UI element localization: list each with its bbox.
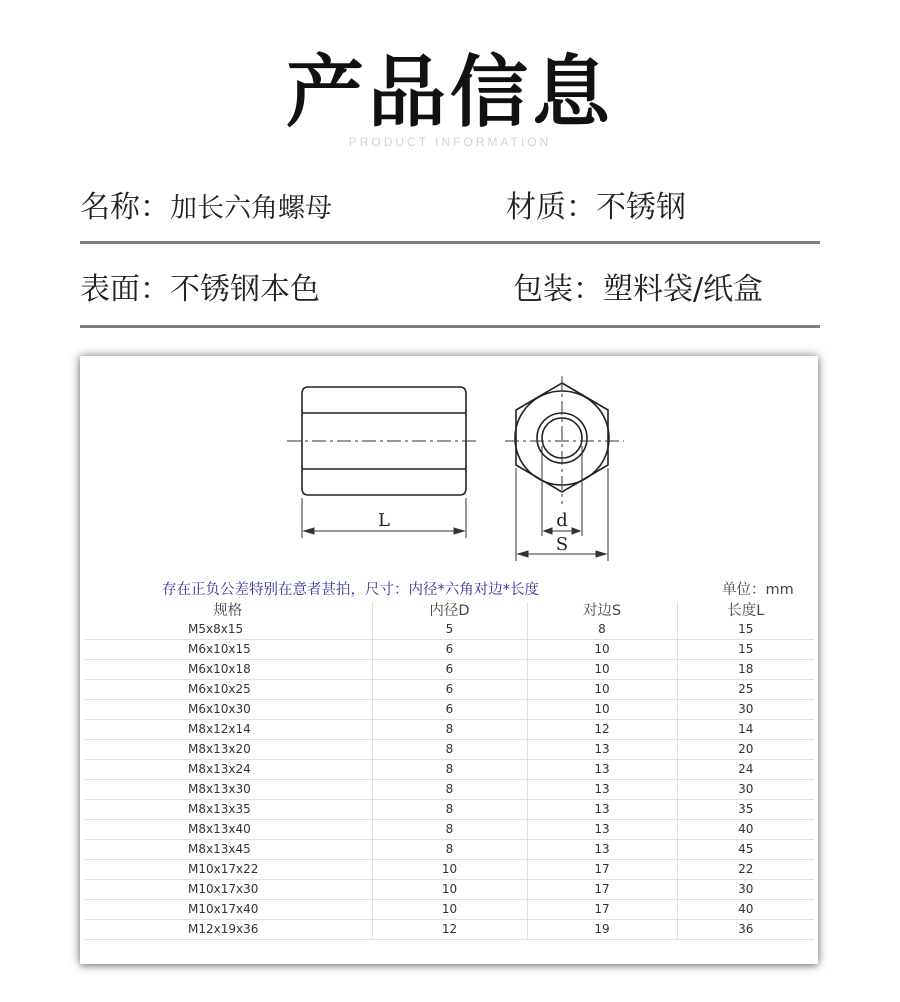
divider xyxy=(80,325,820,328)
cell-spec: M6x10x25 xyxy=(84,680,372,700)
cell-inner-diameter: 8 xyxy=(372,720,527,740)
cell-inner-diameter: 10 xyxy=(372,900,527,920)
material-value: 不锈钢 xyxy=(596,190,686,225)
package-value: 塑料袋/纸盒 xyxy=(603,272,764,307)
cell-spec: M8x13x40 xyxy=(84,820,372,840)
table-row xyxy=(84,700,814,720)
cell-across-flats: 13 xyxy=(527,800,677,820)
table-header-row xyxy=(84,602,814,620)
cell-spec: M10x17x40 xyxy=(84,900,372,920)
cell-inner-diameter: 10 xyxy=(372,860,527,880)
surface-label: 表面： xyxy=(80,272,170,307)
table-row xyxy=(84,780,814,800)
nut-technical-drawing xyxy=(80,356,818,581)
cell-length: 30 xyxy=(677,780,814,800)
page-subtitle: PRODUCT INFORMATION xyxy=(348,135,552,149)
cell-across-flats: 13 xyxy=(527,780,677,800)
name-value: 加长六角螺母 xyxy=(170,193,332,224)
cell-length: 22 xyxy=(677,860,814,880)
cell-spec: M8x13x35 xyxy=(84,800,372,820)
cell-inner-diameter: 10 xyxy=(372,880,527,900)
table-row xyxy=(84,860,814,880)
cell-length: 18 xyxy=(677,660,814,680)
cell-across-flats: 13 xyxy=(527,840,677,860)
cell-length: 40 xyxy=(677,900,814,920)
cell-inner-diameter: 8 xyxy=(372,800,527,820)
cell-inner-diameter: 6 xyxy=(372,640,527,660)
info-row-surface-package xyxy=(80,270,820,310)
cell-length: 25 xyxy=(677,680,814,700)
cell-across-flats: 8 xyxy=(527,620,677,640)
surface-value: 不锈钢本色 xyxy=(170,272,320,307)
spec-panel xyxy=(80,356,818,964)
product-surface xyxy=(80,270,320,310)
cell-inner-diameter: 6 xyxy=(372,700,527,720)
cell-across-flats: 13 xyxy=(527,760,677,780)
name-label: 名称： xyxy=(80,190,170,225)
header-across-flats: 对边S xyxy=(527,602,677,620)
table-row xyxy=(84,920,814,940)
cell-inner-diameter: 8 xyxy=(372,820,527,840)
product-material xyxy=(506,188,686,228)
product-package xyxy=(513,270,763,310)
label-S: S xyxy=(555,534,569,555)
cell-across-flats: 12 xyxy=(527,720,677,740)
header-spec: 规格 xyxy=(213,603,243,619)
cell-spec: M8x13x30 xyxy=(84,780,372,800)
cell-across-flats: 10 xyxy=(527,640,677,660)
cell-across-flats: 10 xyxy=(527,680,677,700)
info-row-name-material xyxy=(80,188,820,228)
cell-length: 15 xyxy=(677,620,814,640)
cell-length: 15 xyxy=(677,640,814,660)
label-L: L xyxy=(378,510,390,531)
cell-length: 35 xyxy=(677,800,814,820)
header-inner-diameter: 内径D xyxy=(372,602,527,620)
cell-inner-diameter: 12 xyxy=(372,920,527,940)
divider xyxy=(80,241,820,244)
cell-inner-diameter: 6 xyxy=(372,680,527,700)
product-name xyxy=(80,188,332,229)
cell-inner-diameter: 8 xyxy=(372,760,527,780)
table-row xyxy=(84,900,814,920)
table-row xyxy=(84,820,814,840)
header-length: 长度L xyxy=(677,602,814,620)
table-row xyxy=(84,660,814,680)
tolerance-note: 存在正负公差特别在意者甚拍，尺寸：内径*六角对边*长度 xyxy=(162,582,539,598)
cell-inner-diameter: 8 xyxy=(372,740,527,760)
cell-across-flats: 19 xyxy=(527,920,677,940)
table-row xyxy=(84,620,814,640)
material-label: 材质： xyxy=(506,190,596,225)
cell-spec: M10x17x22 xyxy=(84,860,372,880)
page-title: 产品信息 xyxy=(285,48,614,138)
table-row xyxy=(84,800,814,820)
cell-spec: M6x10x18 xyxy=(84,660,372,680)
cell-length: 30 xyxy=(677,880,814,900)
cell-inner-diameter: 8 xyxy=(372,780,527,800)
cell-spec: M6x10x15 xyxy=(84,640,372,660)
spec-table-body xyxy=(84,620,814,940)
cell-spec: M8x13x45 xyxy=(84,840,372,860)
table-row xyxy=(84,640,814,660)
cell-across-flats: 17 xyxy=(527,880,677,900)
cell-length: 36 xyxy=(677,920,814,940)
table-row xyxy=(84,840,814,860)
cell-inner-diameter: 6 xyxy=(372,660,527,680)
cell-across-flats: 17 xyxy=(527,900,677,920)
cell-length: 14 xyxy=(677,720,814,740)
table-row xyxy=(84,740,814,760)
cell-across-flats: 10 xyxy=(527,660,677,680)
cell-length: 45 xyxy=(677,840,814,860)
cell-across-flats: 13 xyxy=(527,820,677,840)
unit-label: 单位：mm xyxy=(722,582,794,598)
cell-spec: M6x10x30 xyxy=(84,700,372,720)
cell-length: 24 xyxy=(677,760,814,780)
cell-length: 20 xyxy=(677,740,814,760)
cell-inner-diameter: 8 xyxy=(372,840,527,860)
table-row xyxy=(84,760,814,780)
cell-spec: M8x13x24 xyxy=(84,760,372,780)
cell-across-flats: 13 xyxy=(527,740,677,760)
table-row xyxy=(84,680,814,700)
cell-across-flats: 10 xyxy=(527,700,677,720)
cell-inner-diameter: 5 xyxy=(372,620,527,640)
table-row xyxy=(84,880,814,900)
spec-table xyxy=(84,602,814,940)
table-row xyxy=(84,720,814,740)
cell-across-flats: 17 xyxy=(527,860,677,880)
cell-spec: M5x8x15 xyxy=(84,620,372,640)
cell-spec: M10x17x30 xyxy=(84,880,372,900)
cell-spec: M8x12x14 xyxy=(84,720,372,740)
cell-length: 40 xyxy=(677,820,814,840)
package-label: 包装： xyxy=(513,272,603,307)
cell-spec: M8x13x20 xyxy=(84,740,372,760)
label-d: d xyxy=(556,510,568,531)
cell-spec: M12x19x36 xyxy=(84,920,372,940)
cell-length: 30 xyxy=(677,700,814,720)
